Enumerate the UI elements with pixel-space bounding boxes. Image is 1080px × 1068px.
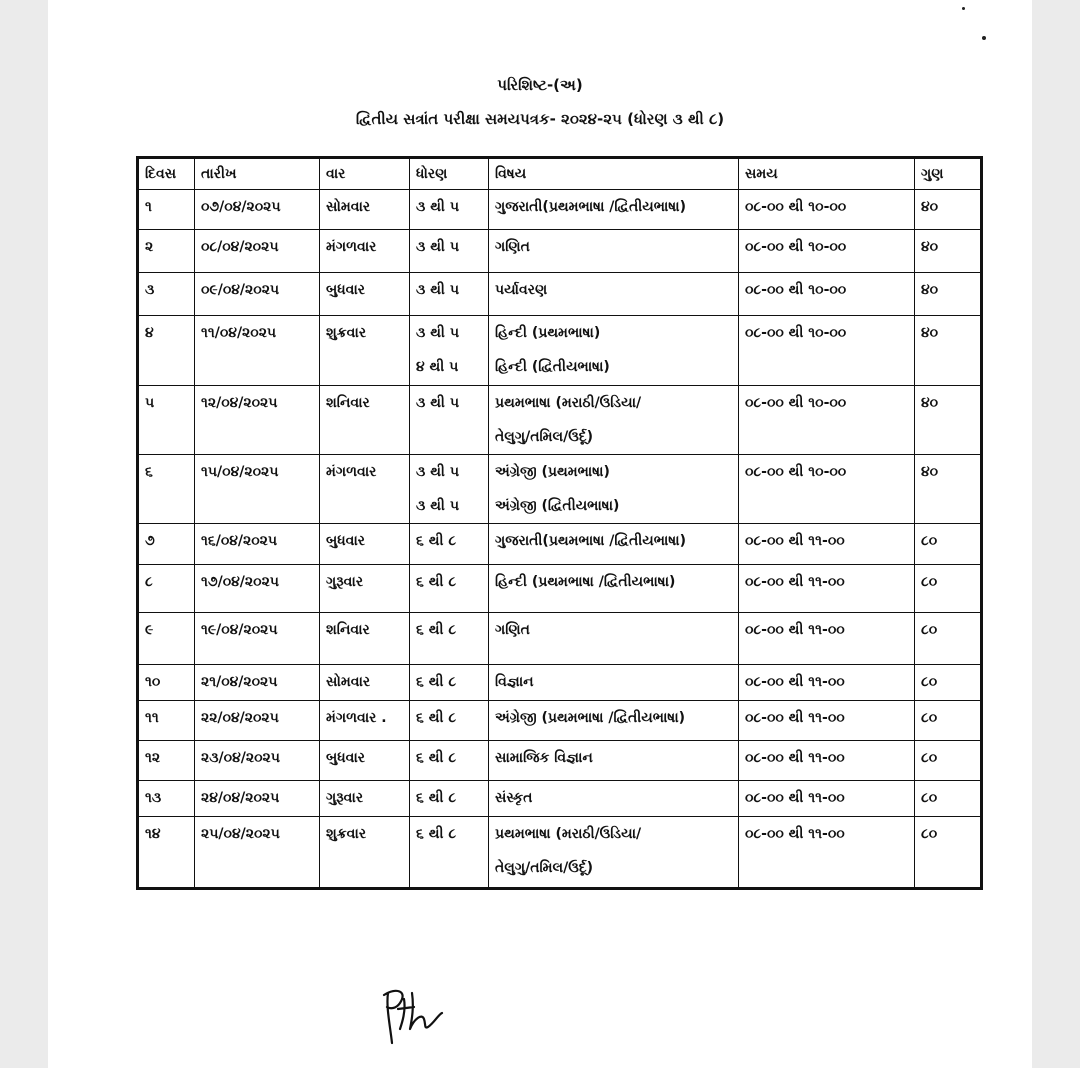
cell-date: ૨૨/૦૪/૨૦૨૫ <box>195 701 320 741</box>
cell-weekday: ગુરૂવાર <box>320 781 410 817</box>
cell-date: ૨૫/૦૪/૨૦૨૫ <box>195 817 320 889</box>
cell-weekday: શનિવાર <box>320 613 410 665</box>
cell-date: ૦૮/૦૪/૨૦૨૫ <box>195 230 320 273</box>
subject-line: હિન્દી (દ્વિતીયભાષા) <box>495 359 610 375</box>
cell-day: ૭ <box>138 524 195 565</box>
subject-line: પ્રથમભાષા (મરાઠી/ઉડિયા/ <box>495 826 642 842</box>
subject-line: અંગ્રેજી (પ્રથમભાષા) <box>495 464 610 480</box>
cell-time: ૦૮-૦૦ થી ૧૦-૦૦ <box>739 316 915 386</box>
table-row <box>138 741 982 781</box>
table-row <box>138 230 982 273</box>
table-row <box>138 524 982 565</box>
cell-standard <box>410 386 489 455</box>
cell-weekday: સોમવાર <box>320 190 410 230</box>
cell-date: ૨૪/૦૪/૨૦૨૫ <box>195 781 320 817</box>
cell-marks: ૪૦ <box>915 316 982 386</box>
cell-time: ૦૮-૦૦ થી ૧૧-૦૦ <box>739 701 915 741</box>
table-row <box>138 817 982 889</box>
cell-weekday: મંગળવાર . <box>320 701 410 741</box>
cell-weekday: ગુરૂવાર <box>320 565 410 613</box>
cell-subject: હિન્દી (પ્રથમભાષા /દ્વિતીયભાષા) <box>489 565 739 613</box>
cell-standard: ૬ થી ૮ <box>410 781 489 817</box>
cell-standard: ૬ થી ૮ <box>410 665 489 701</box>
subject-line: તેલુગુ/તમિલ/ઉર્દૂ) <box>495 429 594 445</box>
cell-date: ૦૯/૦૪/૨૦૨૫ <box>195 273 320 316</box>
cell-time: ૦૮-૦૦ થી ૧૦-૦૦ <box>739 273 915 316</box>
standard-line: ૩ થી ૫ <box>416 395 460 411</box>
cell-day: ૧૩ <box>138 781 195 817</box>
cell-day: ૫ <box>138 386 195 455</box>
cell-weekday: શનિવાર <box>320 386 410 455</box>
handwritten-signature <box>378 985 448 1049</box>
cell-standard <box>410 455 489 524</box>
cell-date: ૨૧/૦૪/૨૦૨૫ <box>195 665 320 701</box>
table-row <box>138 273 982 316</box>
cell-weekday: શુક્રવાર <box>320 316 410 386</box>
col-header-date: તારીખ <box>195 158 320 190</box>
cell-marks: ૪૦ <box>915 273 982 316</box>
cell-subject <box>489 817 739 889</box>
cell-weekday: સોમવાર <box>320 665 410 701</box>
cell-date: ૨૩/૦૪/૨૦૨૫ <box>195 741 320 781</box>
cell-day: ૬ <box>138 455 195 524</box>
cell-standard: ૩ થી ૫ <box>410 230 489 273</box>
cell-weekday: મંગળવાર <box>320 455 410 524</box>
scan-speck <box>962 7 965 10</box>
cell-subject: અંગ્રેજી (પ્રથમભાષા /દ્વિતીયભાષા) <box>489 701 739 741</box>
cell-standard: ૬ થી ૮ <box>410 524 489 565</box>
exam-schedule-table <box>136 156 983 890</box>
cell-subject: સંસ્કૃત <box>489 781 739 817</box>
cell-date: ૧૨/૦૪/૨૦૨૫ <box>195 386 320 455</box>
cell-marks: ૪૦ <box>915 230 982 273</box>
table-row <box>138 190 982 230</box>
cell-time: ૦૮-૦૦ થી ૧૦-૦૦ <box>739 230 915 273</box>
cell-standard <box>410 817 489 889</box>
schedule-title: દ્વિતીય સત્રાંત પરીક્ષા સમયપત્રક- ૨૦૨૪-૨૫ (ધોરણ ૩ થી ૮) <box>355 110 725 128</box>
standard-line: ૩ થી ૫ <box>416 325 460 341</box>
cell-weekday: બુધવાર <box>320 273 410 316</box>
col-header-time: સમય <box>739 158 915 190</box>
cell-time: ૦૮-૦૦ થી ૧૧-૦૦ <box>739 741 915 781</box>
cell-weekday: બુધવાર <box>320 524 410 565</box>
cell-time: ૦૮-૦૦ થી ૧૦-૦૦ <box>739 455 915 524</box>
cell-time: ૦૮-૦૦ થી ૧૦-૦૦ <box>739 190 915 230</box>
cell-date: ૧૧/૦૪/૨૦૨૫ <box>195 316 320 386</box>
cell-date: ૧૯/૦૪/૨૦૨૫ <box>195 613 320 665</box>
table-row <box>138 386 982 455</box>
cell-marks: ૮૦ <box>915 665 982 701</box>
cell-standard: ૬ થી ૮ <box>410 701 489 741</box>
standard-line: ૪ થી ૫ <box>416 359 459 375</box>
cell-standard: ૬ થી ૮ <box>410 741 489 781</box>
cell-standard: ૬ થી ૮ <box>410 613 489 665</box>
cell-marks: ૮૦ <box>915 565 982 613</box>
cell-day: ૩ <box>138 273 195 316</box>
cell-subject <box>489 386 739 455</box>
cell-subject: ગુજરાતી(પ્રથમભાષા /દ્વિતીયભાષા) <box>489 524 739 565</box>
cell-marks: ૮૦ <box>915 817 982 889</box>
subject-line: અંગ્રેજી (દ્વિતીયભાષા) <box>495 498 620 514</box>
cell-day: ૪ <box>138 316 195 386</box>
cell-date: ૧૫/૦૪/૨૦૨૫ <box>195 455 320 524</box>
cell-subject <box>489 455 739 524</box>
cell-marks: ૪૦ <box>915 455 982 524</box>
cell-subject <box>489 316 739 386</box>
table-row <box>138 565 982 613</box>
col-header-standard: ધોરણ <box>410 158 489 190</box>
subject-line: હિન્દી (પ્રથમભાષા) <box>495 325 601 341</box>
standard-line: ૩ થી ૫ <box>416 464 460 480</box>
cell-date: ૧૬/૦૪/૨૦૨૫ <box>195 524 320 565</box>
cell-day: ૧૦ <box>138 665 195 701</box>
cell-time: ૦૮-૦૦ થી ૧૧-૦૦ <box>739 565 915 613</box>
cell-standard <box>410 316 489 386</box>
cell-standard: ૩ થી ૫ <box>410 273 489 316</box>
cell-time: ૦૮-૦૦ થી ૧૧-૦૦ <box>739 524 915 565</box>
table-row <box>138 316 982 386</box>
cell-weekday: શુક્રવાર <box>320 817 410 889</box>
standard-line: ૩ થી ૫ <box>416 498 460 514</box>
cell-time: ૦૮-૦૦ થી ૧૧-૦૦ <box>739 817 915 889</box>
cell-day: ૧૧ <box>138 701 195 741</box>
cell-subject: સામાજિક વિજ્ઞાન <box>489 741 739 781</box>
cell-time: ૦૮-૦૦ થી ૧૦-૦૦ <box>739 386 915 455</box>
cell-marks: ૮૦ <box>915 741 982 781</box>
table-row <box>138 701 982 741</box>
cell-day: ૮ <box>138 565 195 613</box>
cell-subject: ગણિત <box>489 613 739 665</box>
cell-day: ૨ <box>138 230 195 273</box>
cell-standard: ૬ થી ૮ <box>410 565 489 613</box>
cell-marks: ૮૦ <box>915 701 982 741</box>
table-row <box>138 455 982 524</box>
cell-marks: ૮૦ <box>915 781 982 817</box>
col-header-weekday: વાર <box>320 158 410 190</box>
col-header-day: દિવસ <box>138 158 195 190</box>
cell-standard: ૩ થી ૫ <box>410 190 489 230</box>
cell-marks: ૪૦ <box>915 190 982 230</box>
subject-line: તેલુગુ/તમિલ/ઉર્દૂ) <box>495 860 594 876</box>
cell-date: ૧૭/૦૪/૨૦૨૫ <box>195 565 320 613</box>
cell-day: ૧૪ <box>138 817 195 889</box>
standard-line: ૬ થી ૮ <box>416 826 457 842</box>
cell-marks: ૪૦ <box>915 386 982 455</box>
cell-subject: ગુજરાતી(પ્રથમભાષા /દ્વિતીયભાષા) <box>489 190 739 230</box>
cell-marks: ૮૦ <box>915 524 982 565</box>
table-row <box>138 665 982 701</box>
cell-subject: વિજ્ઞાન <box>489 665 739 701</box>
cell-marks: ૮૦ <box>915 613 982 665</box>
table-row <box>138 613 982 665</box>
cell-subject: ગણિત <box>489 230 739 273</box>
scan-speck <box>982 36 986 40</box>
cell-day: ૯ <box>138 613 195 665</box>
cell-date: ૦૭/૦૪/૨૦૨૫ <box>195 190 320 230</box>
cell-weekday: મંગળવાર <box>320 230 410 273</box>
cell-day: ૧ <box>138 190 195 230</box>
col-header-marks: ગુણ <box>915 158 982 190</box>
cell-weekday: બુધવાર <box>320 741 410 781</box>
cell-time: ૦૮-૦૦ થી ૧૧-૦૦ <box>739 613 915 665</box>
cell-time: ૦૮-૦૦ થી ૧૧-૦૦ <box>739 665 915 701</box>
appendix-title: પરિશિષ્ટ-(અ) <box>497 76 583 94</box>
col-header-subject: વિષય <box>489 158 739 190</box>
cell-time: ૦૮-૦૦ થી ૧૧-૦૦ <box>739 781 915 817</box>
cell-subject: પર્યાવરણ <box>489 273 739 316</box>
table-row <box>138 781 982 817</box>
table-header-row <box>138 158 982 190</box>
cell-day: ૧૨ <box>138 741 195 781</box>
subject-line: પ્રથમભાષા (મરાઠી/ઉડિયા/ <box>495 395 642 411</box>
